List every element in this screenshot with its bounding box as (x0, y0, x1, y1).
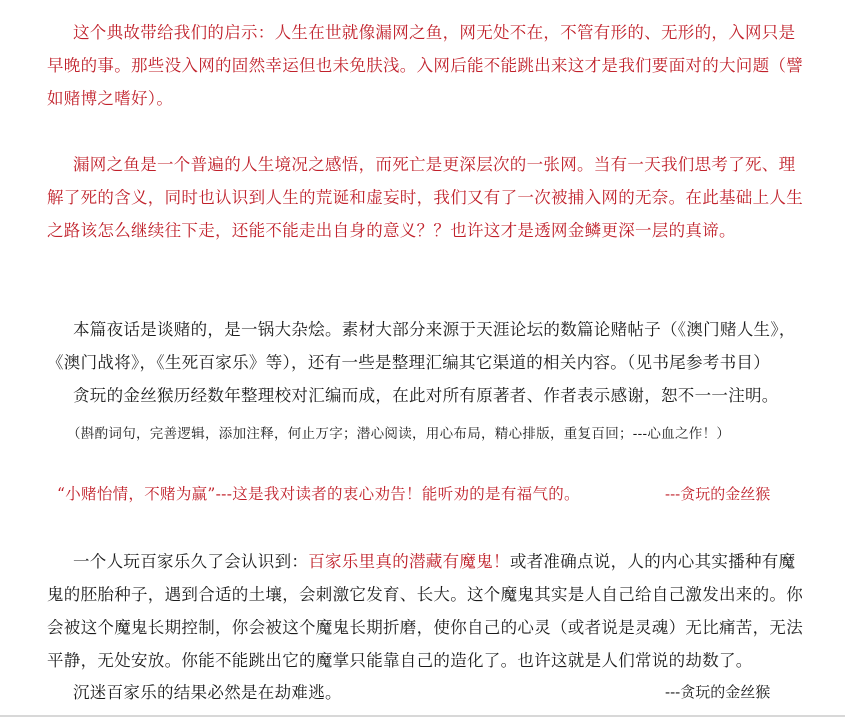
quote-advice: “小赌怡情，不赌为赢”---这是我对读者的衷心劝告！能听劝的是有福气的。 (57, 485, 580, 503)
demon-rest: 或者准确点说，人的内心其实播种有魔鬼的胚胎种子，遇到合适的土壤，会刺激它发育、长大。这个魔鬼其实是人自己给自己激发出来的。你会被这个魔鬼长期控制，你会被这个魔鬼长期折磨，使你自己的心灵（或者说是灵魂）无比痛苦，无法平静，无处安放。你能不能跳出它的魔掌只能靠自己的造化了。也许这就是人们常说的劫数了。 (47, 552, 803, 670)
closing-signature: ---贪玩的金丝猴 (665, 683, 771, 701)
demon-highlight: 百家乐里真的潜藏有魔鬼！ (308, 552, 510, 571)
demon-intro: 一个人玩百家乐久了会认识到： (73, 552, 309, 571)
paragraph-escaped-fish: 漏网之鱼是一个普遍的人生境况之感悟，而死亡是更深层次的一张网。当有一天我们思考了死、理解了死的含义，同时也认识到人生的荒诞和虚妄时，我们又有了一次被捕入网的无奈。在此基础上人生之路该怎么继续往下走，还能不能走出自身的意义？？也许这才是透网金鳞更深一层的真谛。 (47, 155, 803, 240)
paragraph-source-intro: 本篇夜话是谈赌的，是一锅大杂烩。素材大部分来源于天涯论坛的数篇论赌帖子（《澳门赌人生》，《澳门战将》，《生死百家乐》等），还有一些是整理汇编其它渠道的相关内容。（见书尾参考书目） (47, 320, 796, 372)
paragraph-baccarat-demon (47, 545, 807, 677)
paragraph-editing-note: （斟酌词句，完善逻辑，添加注释，何止万字；潜心阅读，用心布局，精心排版，重复百回；---心血之作！） (67, 426, 731, 442)
quote-signature: ---贪玩的金丝猴 (665, 485, 771, 503)
paragraph-acknowledgement: 贪玩的金丝猴历经数年整理校对汇编而成，在此对所有原著者、作者表示感谢，恕不一一注明。 (73, 386, 779, 405)
paragraph-lesson: 这个典故带给我们的启示：人生在世就像漏网之鱼，网无处不在，不管有形的、无形的，入网只是早晚的事。那些没入网的固然幸运但也未免肤浅。入网后能不能跳出来这才是我们要面对的大问题（譬如赌博之嗜好）。 (47, 23, 803, 108)
closing-line: 沉迷百家乐的结果必然是在劫难逃。 (73, 683, 342, 702)
page-divider (0, 715, 845, 717)
